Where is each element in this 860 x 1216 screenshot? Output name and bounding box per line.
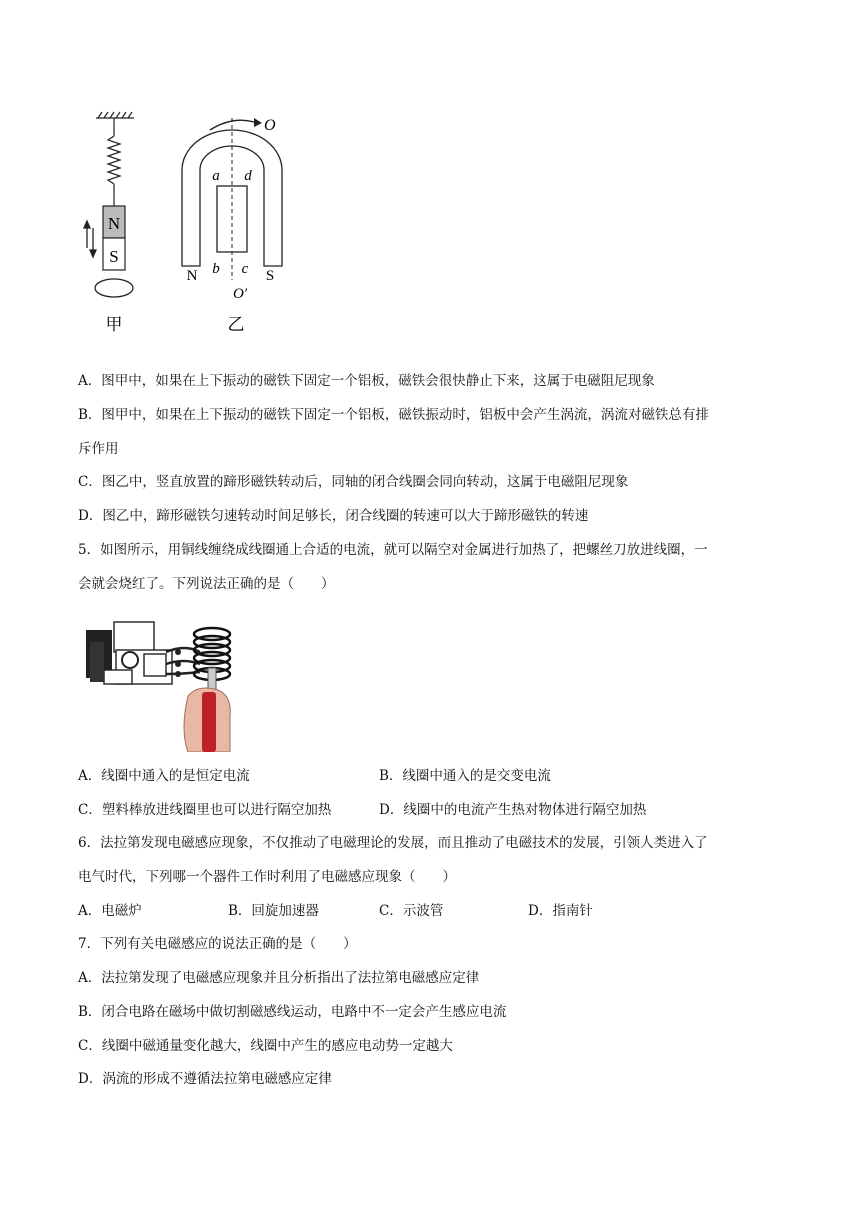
figure-jia-yi	[70, 108, 300, 338]
ceiling-hatch	[96, 112, 134, 118]
screwdriver-handle	[202, 692, 216, 752]
vibration-arrows	[84, 221, 96, 257]
q6-option-a: A．电磁炉	[78, 903, 142, 919]
label-n: N	[186, 268, 198, 284]
caption-yi: 乙	[227, 315, 245, 334]
q6-stem-line2: 电气时代，下列哪一个器件工作时利用了电磁感应现象（ ）	[78, 869, 456, 885]
q5-stem-line2: 会就会烧红了。下列说法正确的是（ ）	[78, 576, 335, 592]
q5-option-c: C．塑料棒放进线圈里也可以进行隔空加热	[78, 802, 332, 818]
q4-option-d: D．图乙中，蹄形磁铁匀速转动时间足够长，闭合线圈的转速可以大于蹄形磁铁的转速	[78, 508, 589, 524]
q4-option-b-line2: 斥作用	[78, 441, 119, 457]
q4-option-c: C．图乙中，竖直放置的蹄形磁铁转动后，同轴的闭合线圈会同向转动，这属于电磁阻尼现象	[78, 474, 629, 490]
q6-stem-line1: 6．法拉第发现电磁感应现象，不仅推动了电磁理论的发展，而且推动了电磁技术的发展，引领人类进入了	[78, 835, 708, 851]
q5-option-b: B．线圈中通入的是交变电流	[379, 768, 551, 784]
aluminum-plate	[95, 279, 133, 297]
q6-option-b: B．回旋加速器	[228, 903, 319, 919]
q7-option-a: A．法拉第发现了电磁感应现象并且分析指出了法拉第电磁感应定律	[78, 970, 480, 986]
q6-option-d: D．指南针	[528, 903, 593, 919]
q5-option-a: A．线圈中通入的是恒定电流	[78, 768, 250, 784]
figure-induction-heater	[80, 612, 240, 752]
caption-jia: 甲	[105, 315, 123, 334]
q6-option-c: C．示波管	[379, 903, 444, 919]
magnet-s-label: S	[109, 247, 119, 266]
label-b: b	[212, 261, 220, 277]
q4-option-b-line1: B．图甲中，如果在上下振动的磁铁下固定一个铝板，磁铁振动时，铝板中会产生涡流，涡流对磁铁总有排	[78, 407, 709, 423]
q7-stem: 7．下列有关电磁感应的说法正确的是（ ）	[78, 936, 357, 952]
q5-option-d: D．线圈中的电流产生热对物体进行隔空加热	[379, 802, 647, 818]
q5-stem-line1: 5．如图所示，用铜线缠绕成线圈通上合适的电流，就可以隔空对金属进行加热了，把螺丝刀放进线圈，一	[78, 542, 708, 558]
q7-option-d: D．涡流的形成不遵循法拉第电磁感应定律	[78, 1071, 332, 1087]
q7-option-b: B．闭合电路在磁场中做切割磁感线运动，电路中不一定会产生感应电流	[78, 1004, 507, 1020]
q7-option-c: C．线圈中磁通量变化越大，线圈中产生的感应电动势一定越大	[78, 1038, 453, 1054]
magnet-n-label: N	[107, 214, 121, 233]
label-d: d	[244, 168, 252, 184]
spring	[108, 118, 120, 206]
q4-option-a: A．图甲中，如果在上下振动的磁铁下固定一个铝板，磁铁会很快静止下来，这属于电磁阻尼现象	[78, 373, 655, 389]
label-s: S	[265, 268, 275, 284]
label-o-prime: O′	[232, 286, 248, 302]
label-o: O	[264, 117, 276, 134]
label-c: c	[241, 261, 249, 277]
label-a: a	[212, 168, 220, 184]
